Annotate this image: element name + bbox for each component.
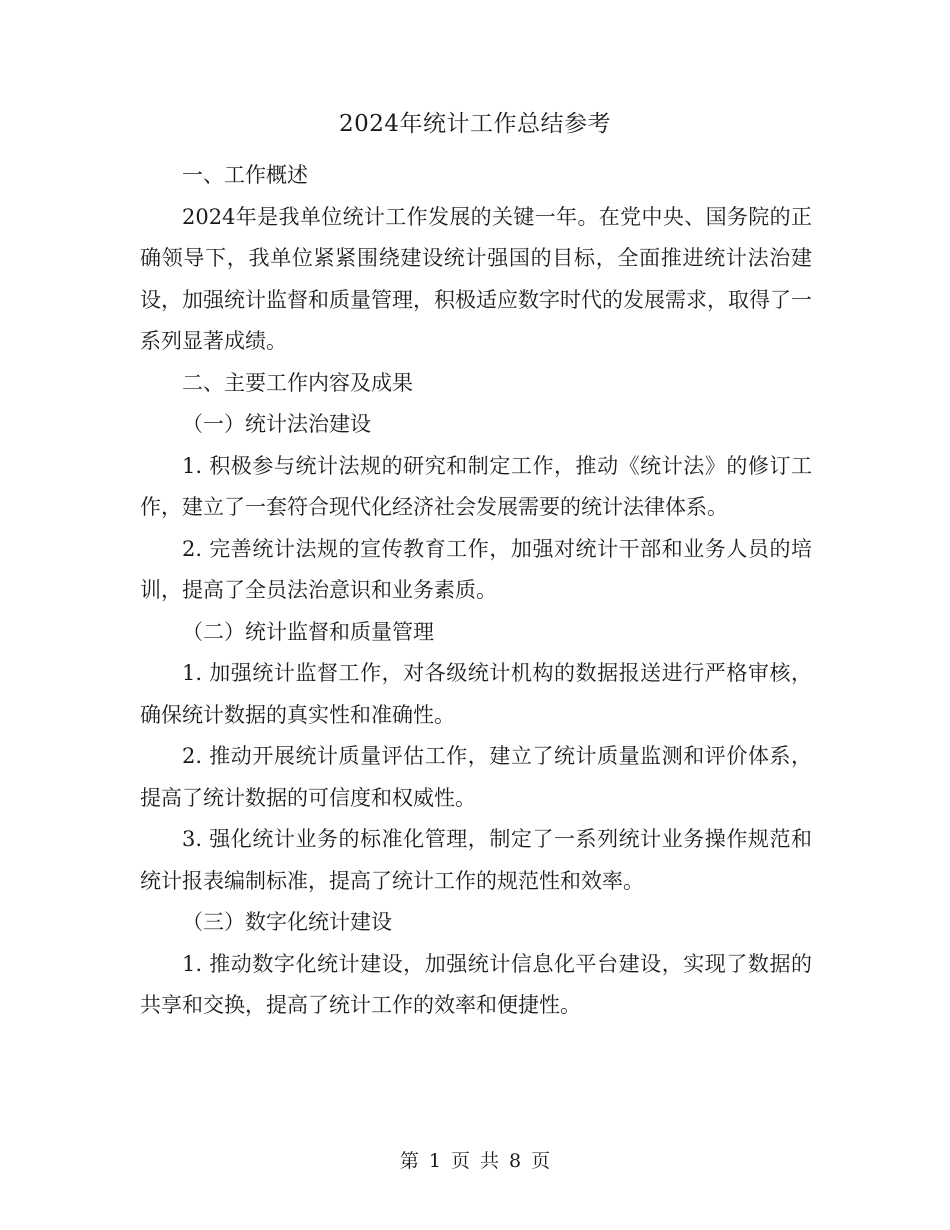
page-footer: 第 1 页 共 8 页 xyxy=(399,1150,551,1172)
subsection-heading-digital: （三）数字化统计建设 xyxy=(182,910,392,934)
paragraph-legal-2: 2. 完善统计法规的宣传教育工作，加强对统计干部和业务人员的培训，提高了全员法治意识和业务素质。 xyxy=(140,536,812,602)
subsection-heading-legal: （一）统计法治建设 xyxy=(182,412,371,436)
section-heading-main-work: 二、主要工作内容及成果 xyxy=(182,370,413,395)
paragraph-overview: 2024年是我单位统计工作发展的关键一年。在党中央、国务院的正确领导下，我单位紧紧围绕建设统计强国的目标，全面推进统计法治建设，加强统计监督和质量管理，积极适应数字时代的发展需求，取得了一系列显著成绩。 xyxy=(140,204,812,353)
document-title: 2024年统计工作总结参考 xyxy=(338,111,612,137)
paragraph-digital-1: 1. 推动数字化统计建设，加强统计信息化平台建设，实现了数据的共享和交换，提高了统计工作的效率和便捷性。 xyxy=(140,951,812,1017)
paragraph-legal-1: 1. 积极参与统计法规的研究和制定工作，推动《统计法》的修订工作，建立了一套符合现代化经济社会发展需要的统计法律体系。 xyxy=(140,453,812,519)
paragraph-supervision-2: 2. 推动开展统计质量评估工作，建立了统计质量监测和评价体系，提高了统计数据的可信度和权威性。 xyxy=(140,744,812,810)
section-heading-overview: 一、工作概述 xyxy=(182,163,308,187)
document-body xyxy=(140,155,812,1027)
paragraph-supervision-3: 3. 强化统计业务的标准化管理，制定了一系列统计业务操作规范和统计报表编制标准，提高了统计工作的规范性和效率。 xyxy=(140,827,812,893)
subsection-heading-supervision: （二）统计监督和质量管理 xyxy=(182,619,434,644)
paragraph-supervision-1: 1. 加强统计监督工作，对各级统计机构的数据报送进行严格审核，确保统计数据的真实性和准确性。 xyxy=(140,661,812,727)
